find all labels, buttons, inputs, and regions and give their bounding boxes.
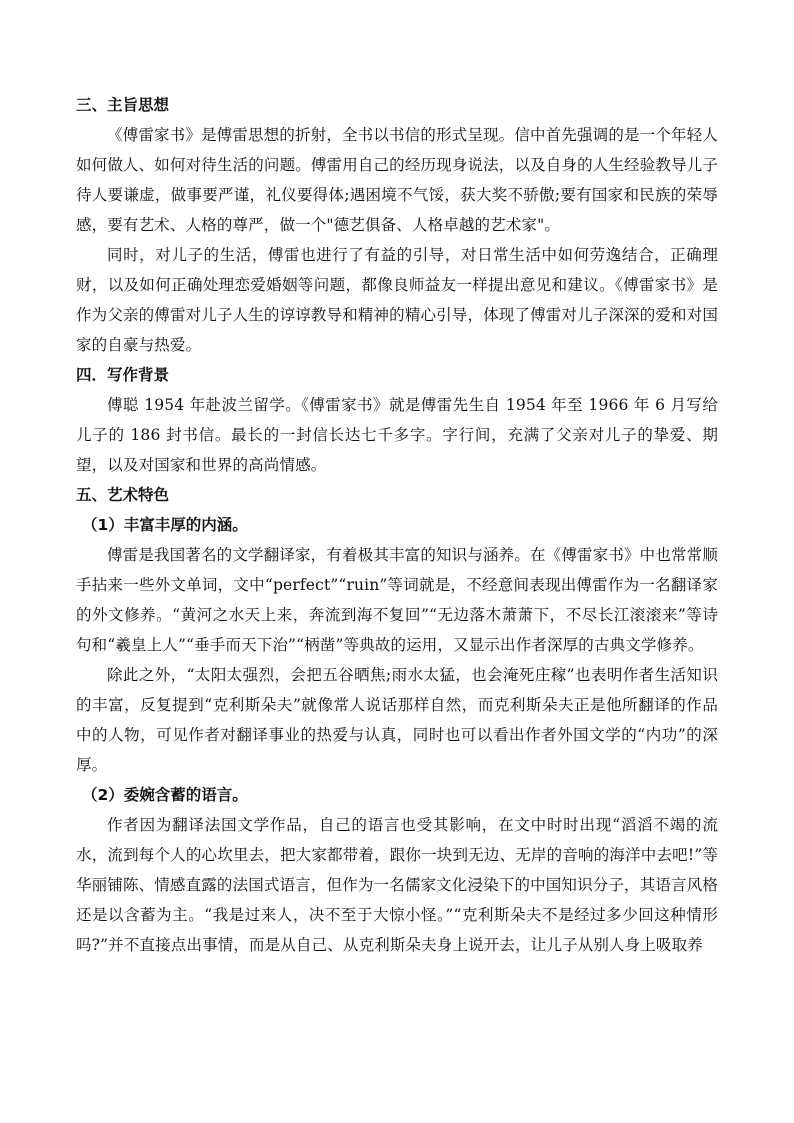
subsection-heading-subtle-language: （2）委婉含蓄的语言。 <box>82 786 248 804</box>
paragraph: 除此之外，“太阳太强烈，会把五谷晒焦;雨水太猛，也会淹死庄稼”也表明作者生活知识的丰富，反复提到“克利斯朵夫”就像常人说话那样自然，而克利斯朵夫正是他所翻译的作品中的人物，可见作者对翻译事业的热爱与认真，同时也可以看出作者外国文学的“内功”的深厚。 <box>76 666 718 774</box>
paragraph: 同时，对儿子的生活，傅雷也进行了有益的引导，对日常生活中如何劳逸结合，正确理财，以及如何正确处理恋爱婚姻等问题，都像良师益友一样提出意见和建议。《傅雷家书》是作为父亲的傅雷对儿子人生的谆谆教导和精神的精心引导，体现了傅雷对儿子深深的爱和对国家的自豪与热爱。 <box>76 246 718 354</box>
paragraph: 《傅雷家书》是傅雷思想的折射，全书以书信的形式呈现。信中首先强调的是一个年轻人如何做人、如何对待生活的问题。傅雷用自己的经历现身说法，以及自身的人生经验教导儿子待人要谦虚，做事要严谨，礼仪要得体;遇困境不气馁，获大奖不骄傲;要有国家和民族的荣辱感，要有艺术、人格的尊严，做一个"德艺俱备、人格卓越的艺术家"。 <box>76 126 718 234</box>
subsection-heading-rich-content: （1）丰富丰厚的内涵。 <box>82 516 248 534</box>
paragraph: 傅雷是我国著名的文学翻译家，有着极其丰富的知识与涵养。在《傅雷家书》中也常常顺手拈来一些外文单词，文中“perfect”“ruin”等词就是，不经意间表现出傅雷作为一名翻译家的外文修养。“黄河之水天上来，奔流到海不复回”“无边落木萧萧下，不尽长江滚滚来”等诗句和“羲皇上人”“垂手而天下治”“柄凿”等典故的运用，又显示出作者深厚的古典文学修养。 <box>76 546 718 654</box>
section-heading-background: 四．写作背景 <box>76 366 170 384</box>
paragraph: 作者因为翻译法国文学作品，自己的语言也受其影响，在文中时时出现“滔滔不竭的流水，流到每个人的心坎里去，把大家都带着，跟你一块到无边、无岸的音响的海洋中去吧!”等华丽铺陈、情感直露的法国式语言，但作为一名儒家文化浸染下的中国知识分子，其语言风格还是以含蓄为主。“我是过来人，决不至于大惊小怪。”“克利斯朵夫不是经过多少回这种情形吗?”并不直接点出事情，而是从自己、从克利斯朵夫身上说开去，让儿子从别人身上吸取养 <box>76 816 718 954</box>
document-body <box>76 90 718 960</box>
paragraph: 傅聪 1954 年赴波兰留学。《傅雷家书》就是傅雷先生自 1954 年至 1966 年 6 月写给儿子的 186 封书信。最长的一封信长达七千多字。字行间，充满了父亲对儿子的挚爱、期望，以及对国家和世界的高尚情感。 <box>76 396 718 474</box>
section-heading-art: 五、艺术特色 <box>76 486 170 504</box>
section-heading-theme: 三、主旨思想 <box>76 96 170 114</box>
